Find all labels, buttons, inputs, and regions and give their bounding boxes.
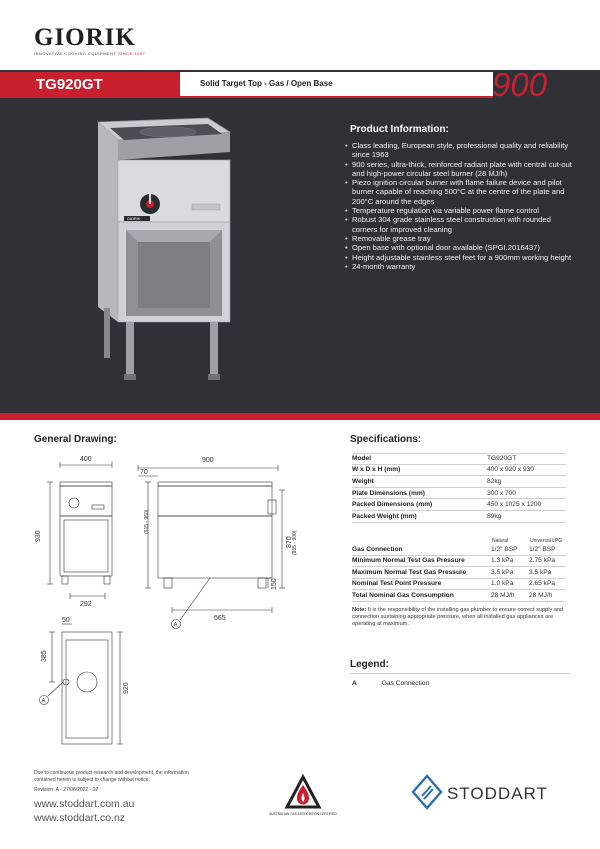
table-row: Packed Weight (mm) 89kg [352, 511, 566, 523]
svg-text:AUSTRALIAN GAS ASSOCIATION CER: AUSTRALIAN GAS ASSOCIATION CERTIFIED [269, 812, 337, 816]
revision: Revision: A - 27/06/2022 - 02 [34, 787, 99, 793]
brand-name: GIORIK [34, 24, 136, 51]
legend-title: Legend: [350, 659, 389, 670]
general-drawing-title: General Drawing: [34, 434, 117, 445]
svg-text:(855 - 900): (855 - 900) [292, 530, 298, 555]
table-row: Packed Dimensions (mm) 450 x 1025 x 1200 [352, 499, 566, 511]
model-number: TG920GT [36, 76, 103, 93]
model-box [0, 72, 180, 96]
list-item: • Class leading, European style, professional quality and reliability since 1963 [345, 141, 575, 160]
series-number: 900 [492, 66, 548, 103]
svg-text:50: 50 [62, 617, 70, 624]
list-item: • Open base with optional door available (SPGI.2016437) [345, 243, 575, 252]
legend-item: A Gas Connection [352, 680, 430, 687]
giorik-logo [34, 24, 145, 56]
list-item: • Temperature regulation via variable power flame control [345, 206, 575, 215]
svg-text:400: 400 [80, 456, 92, 463]
website-nz-link[interactable]: www.stoddart.co.nz [34, 812, 126, 824]
list-item: • 900 series, ultra-thick, reinforced radiant plate with central cut-out and high-power circular steel burner (28 MJ/h) [345, 160, 575, 179]
svg-text:385: 385 [41, 650, 48, 662]
list-item: • 24-month warranty [345, 262, 575, 271]
svg-text:70: 70 [140, 469, 148, 476]
specifications-title: Specifications: [350, 434, 422, 445]
table-row: Maximum Normal Test Gas Pressure 3.5 kPa 3.5 kPa [352, 567, 566, 579]
svg-text:A: A [41, 698, 46, 705]
page-header [0, 0, 600, 70]
table-row: Weight 82kg [352, 476, 566, 488]
list-item: • Removable grease tray [345, 234, 575, 243]
svg-text:STODDART: STODDART [447, 784, 548, 803]
website-au-link[interactable]: www.stoddart.com.au [34, 798, 135, 810]
svg-text:150: 150 [271, 578, 278, 590]
svg-text:900: 900 [202, 457, 214, 464]
svg-text:(915 - 960): (915 - 960) [144, 509, 150, 534]
brand-tagline: INNOVATIVE COOKING EQUIPMENT SINCE 1967 [34, 51, 146, 56]
svg-text:665: 665 [214, 615, 226, 622]
table-row: Plate Dimensions (mm) 300 x 700 [352, 488, 566, 500]
legend-divider [350, 673, 570, 674]
installation-note: Note: It is the responsibility of the installing gas plumber to ensure correct supply and connection sustaining appropriate pressure, when all installed gas appliances are operating at maximum. [352, 607, 564, 627]
table-row: Minimum Normal Test Gas Pressure 1.3 kPa 2.75 kPa [352, 556, 566, 568]
specifications-table [352, 453, 566, 523]
svg-text:920: 920 [123, 682, 130, 694]
disclaimer: Due to continuous product research and development, the information contained herein is subject to change without notice. [34, 770, 189, 783]
product-info-list [345, 141, 575, 271]
svg-text:930: 930 [35, 530, 42, 542]
list-item: • Robust 304 grade stainless steel construction with rounded corners for improved cleaning [345, 215, 575, 234]
product-image [80, 112, 240, 392]
title-underline [0, 96, 493, 98]
table-row: Model TG920GT [352, 453, 566, 465]
technical-drawing [30, 450, 320, 755]
svg-text:GIORIK: GIORIK [127, 217, 141, 221]
product-subtitle: Solid Target Top - Gas / Open Base [200, 79, 333, 88]
stoddart-logo [413, 772, 573, 812]
product-info-title: Product Information: [350, 124, 449, 135]
gas-certification-icon [269, 773, 337, 825]
table-row: Total Nominal Gas Consumption 28 MJ/h 28 MJ/h [352, 590, 566, 602]
gas-table [352, 534, 566, 602]
table-row: Nominal Test Point Pressure 1.0 kPa 2.65 kPa [352, 579, 566, 591]
svg-text:292: 292 [80, 601, 92, 608]
gas-table-header: Natural Universal LPG [492, 538, 563, 544]
svg-text:A: A [173, 622, 178, 629]
list-item: • Height adjustable stainless steel feet for a 900mm working height [345, 253, 575, 262]
table-row: W x D x H (mm) 400 x 920 x 930 [352, 465, 566, 477]
svg-text:870: 870 [286, 536, 293, 548]
table-row: Gas Connection 1/2" BSP 1/2" BSP [352, 544, 566, 556]
list-item: • Piezo ignition circular burner with flame failure device and pilot burner capable of reaching 500°C at the centre of the plate and 200°C around the edges [345, 178, 575, 206]
band-bottom-stripe [0, 413, 600, 420]
